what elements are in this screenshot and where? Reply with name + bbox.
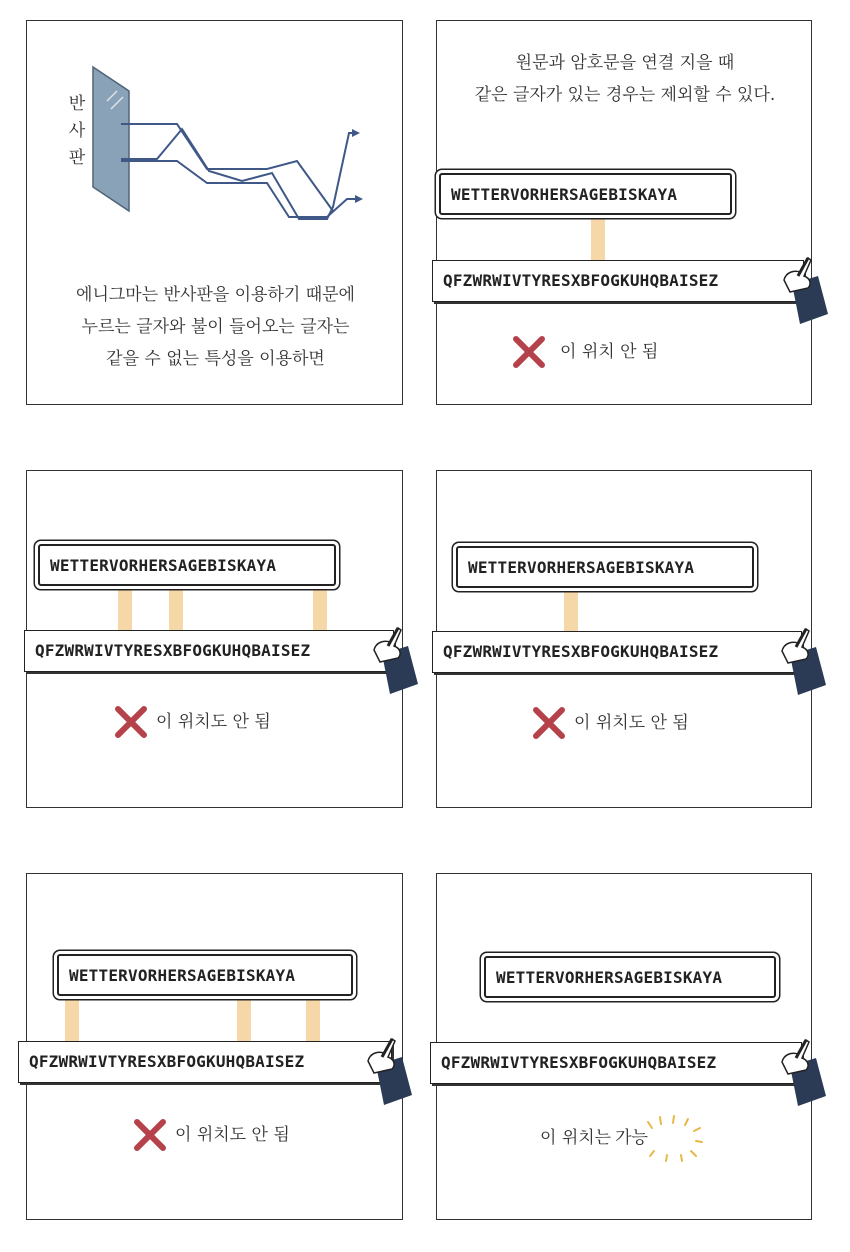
panel1-caption-line-3: 같을 수 없는 특성을 이용하면: [106, 349, 325, 369]
plaintext-strip: WETTERVORHERSAGEBISKAYA: [38, 544, 336, 586]
plaintext-strip: WETTERVORHERSAGEBISKAYA: [456, 546, 754, 588]
plaintext-strip: WETTERVORHERSAGEBISKAYA: [57, 954, 353, 996]
panel5-verdict: 이 위치도 안 됨: [175, 1125, 290, 1145]
reflector-plate: [93, 67, 129, 211]
ciphertext-strip: QFZWRWIVTYRESXBFOGKUHQBAISEZ: [430, 1042, 802, 1084]
panel4-verdict: 이 위치도 안 됨: [574, 713, 689, 733]
panel2-caption-line-1: 원문과 암호문을 연결 지을 때: [515, 53, 735, 73]
panel6-verdict-prefix: 이 위치는: [540, 1128, 612, 1148]
cross-icon: [133, 1118, 167, 1152]
panel1-caption-line-1: 에니그마는 반사판을 이용하기 때문에: [76, 285, 355, 305]
panel6-verdict: [540, 1122, 648, 1154]
arrow-down: [355, 195, 363, 203]
hand-icon: [364, 1035, 414, 1107]
panel-1: [26, 20, 403, 405]
arrow-up: [352, 129, 360, 137]
plaintext-strip: WETTERVORHERSAGEBISKAYA: [439, 173, 732, 215]
sparkle-icon: [638, 1114, 708, 1164]
panel1-caption-line-2: 누르는 글자와 불이 들어오는 글자는: [81, 317, 350, 337]
plaintext-strip: WETTERVORHERSAGEBISKAYA: [484, 956, 776, 998]
ciphertext-strip: QFZWRWIVTYRESXBFOGKUHQBAISEZ: [432, 631, 802, 673]
ciphertext-strip: QFZWRWIVTYRESXBFOGKUHQBAISEZ: [24, 630, 394, 672]
cross-icon: [512, 335, 546, 369]
hand-icon: [780, 254, 830, 326]
panel6-verdict-highlight: 가능: [615, 1128, 648, 1148]
hand-icon: [370, 624, 420, 696]
cross-icon: [532, 706, 566, 740]
reflector-label-char-2: 사: [68, 121, 86, 141]
panel3-verdict: 이 위치도 안 됨: [156, 712, 271, 732]
ciphertext-strip: QFZWRWIVTYRESXBFOGKUHQBAISEZ: [18, 1041, 392, 1083]
panel2-caption-line-2: 같은 글자가 있는 경우는 제외할 수 있다.: [474, 85, 776, 105]
ciphertext-strip: QFZWRWIVTYRESXBFOGKUHQBAISEZ: [432, 260, 804, 302]
panel2-verdict: 이 위치 안 됨: [560, 342, 659, 362]
cross-icon: [114, 705, 148, 739]
hand-icon: [778, 625, 828, 697]
reflector-label-char-1: 반: [68, 94, 86, 114]
hand-icon: [778, 1036, 828, 1108]
reflector-label-char-3: 판: [68, 148, 86, 168]
